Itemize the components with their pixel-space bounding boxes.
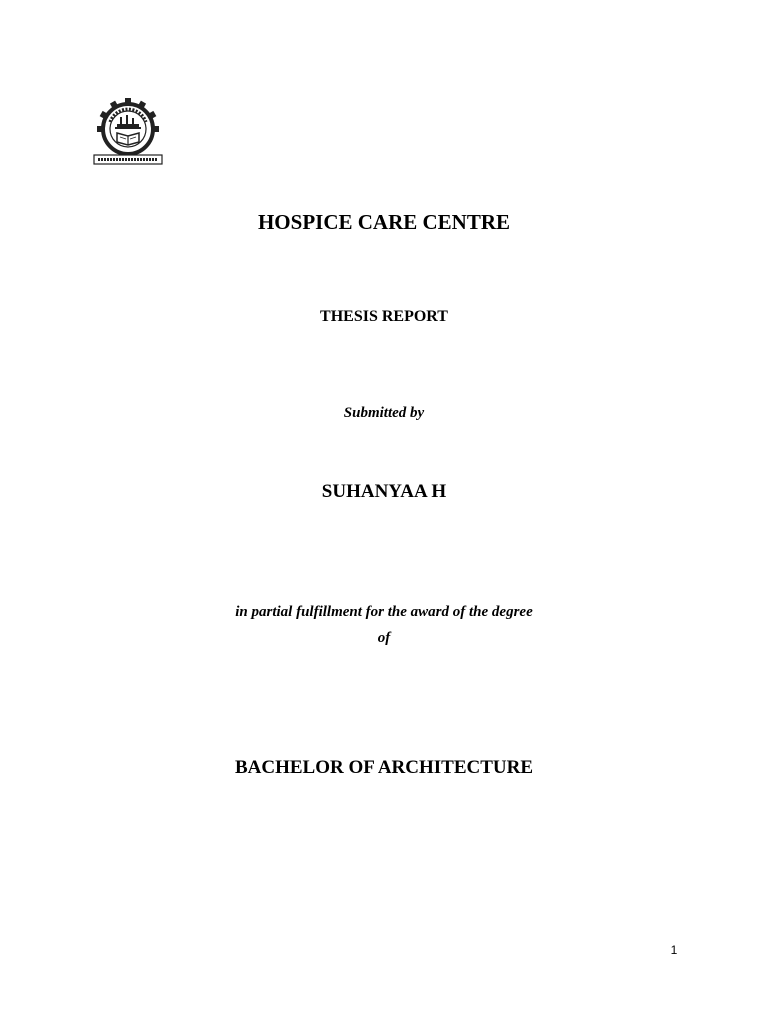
author-name: SUHANYAA H — [321, 481, 447, 502]
fulfillment-text-line-1: in partial fulfillment for the award of the degree — [235, 604, 533, 620]
page-number: 1 — [670, 943, 678, 957]
degree-name: BACHELOR OF ARCHITECTURE — [234, 757, 534, 778]
university-emblem-logo — [93, 96, 163, 166]
report-type: THESIS REPORT — [320, 308, 448, 325]
thesis-title: HOSPICE CARE CENTRE — [257, 210, 511, 234]
submitted-by-label: Submitted by — [343, 405, 425, 421]
fulfillment-text-line-2: of — [377, 630, 391, 646]
